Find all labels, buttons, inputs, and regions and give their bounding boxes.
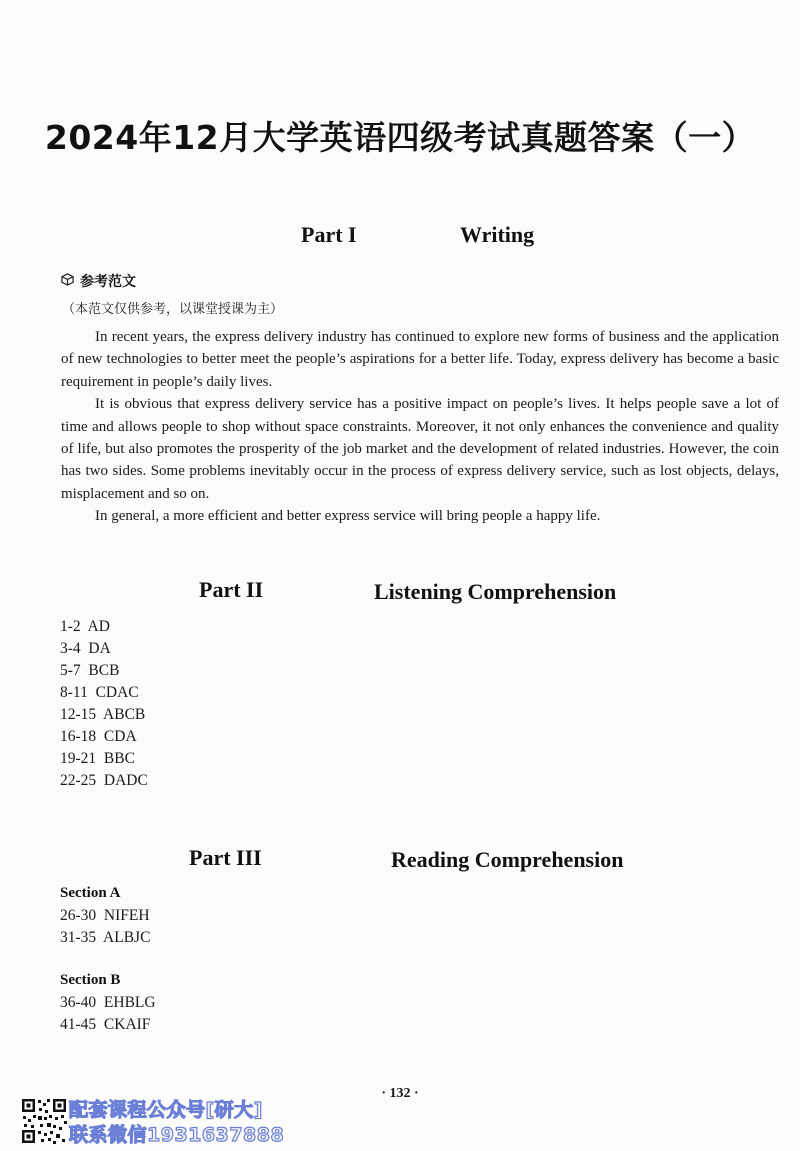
part2-number: Part II — [199, 577, 264, 602]
essay-paragraph: In general, a more efficient and better express service will bring people a happy life. — [95, 508, 601, 525]
section-a-label: Section A — [60, 885, 121, 901]
answer-row: 26-30 NIFEH — [60, 907, 150, 924]
qr-code-icon — [20, 1097, 68, 1145]
answer-row: 12-15 ABCB — [60, 706, 146, 723]
answer-row: 3-4 DA — [60, 640, 111, 657]
answer-row: 16-18 CDA — [60, 728, 137, 745]
answer-row: 36-40 EHBLG — [60, 994, 156, 1011]
watermark-line2: 联系微信1931637888 — [69, 1124, 285, 1146]
part3-number: Part III — [189, 845, 262, 870]
answer-row: 22-25 DADC — [60, 772, 148, 789]
section-a-answers — [60, 905, 150, 949]
watermark-line1: 配套课程公众号[研大] — [69, 1099, 263, 1121]
section-b-answers — [60, 992, 156, 1036]
ref-heading-label: 参考范文 — [80, 274, 136, 290]
part3-name: Reading Comprehension — [391, 847, 624, 872]
essay-paragraph: It is obvious that express delivery service has a positive impact on people’s lives. It helps people save a lot of time and allows people to shop without space constraints. Moreover, it not only enhances the convenience and quality of life, but also promotes the prosperity of the job market and the development of related industries. However, the coin has two sides. Some problems inevitably occur in the process of express delivery service, such as lost objects, delays, misplacement and so on. — [61, 396, 779, 502]
page-title: 2024年12月大学英语四级考试真题答案（一） — [44, 118, 756, 157]
essay-paragraph: In recent years, the express delivery industry has continued to explore new forms of business and the application of new technologies to better meet the people’s aspirations for a better life. Today, express delivery has become a basic requirement in people’s daily lives. — [61, 329, 779, 390]
part2-name: Listening Comprehension — [374, 579, 617, 604]
section-b-label: Section B — [60, 972, 121, 988]
cube-icon — [61, 273, 74, 290]
page-number: · 132 · — [381, 1086, 419, 1101]
part1-name: Writing — [460, 222, 535, 247]
answer-row: 1-2 AD — [60, 618, 110, 635]
listening-answers — [60, 616, 148, 792]
essay — [61, 326, 779, 528]
answer-row: 8-11 CDAC — [60, 684, 139, 701]
answer-row: 5-7 BCB — [60, 662, 120, 679]
ref-heading — [61, 271, 136, 291]
ref-note: （本范文仅供参考，以课堂授课为主） — [62, 302, 284, 317]
part1-number: Part I — [301, 222, 357, 247]
answer-row: 31-35 ALBJC — [60, 929, 151, 946]
answer-row: 19-21 BBC — [60, 750, 135, 767]
answer-row: 41-45 CKAIF — [60, 1016, 151, 1033]
